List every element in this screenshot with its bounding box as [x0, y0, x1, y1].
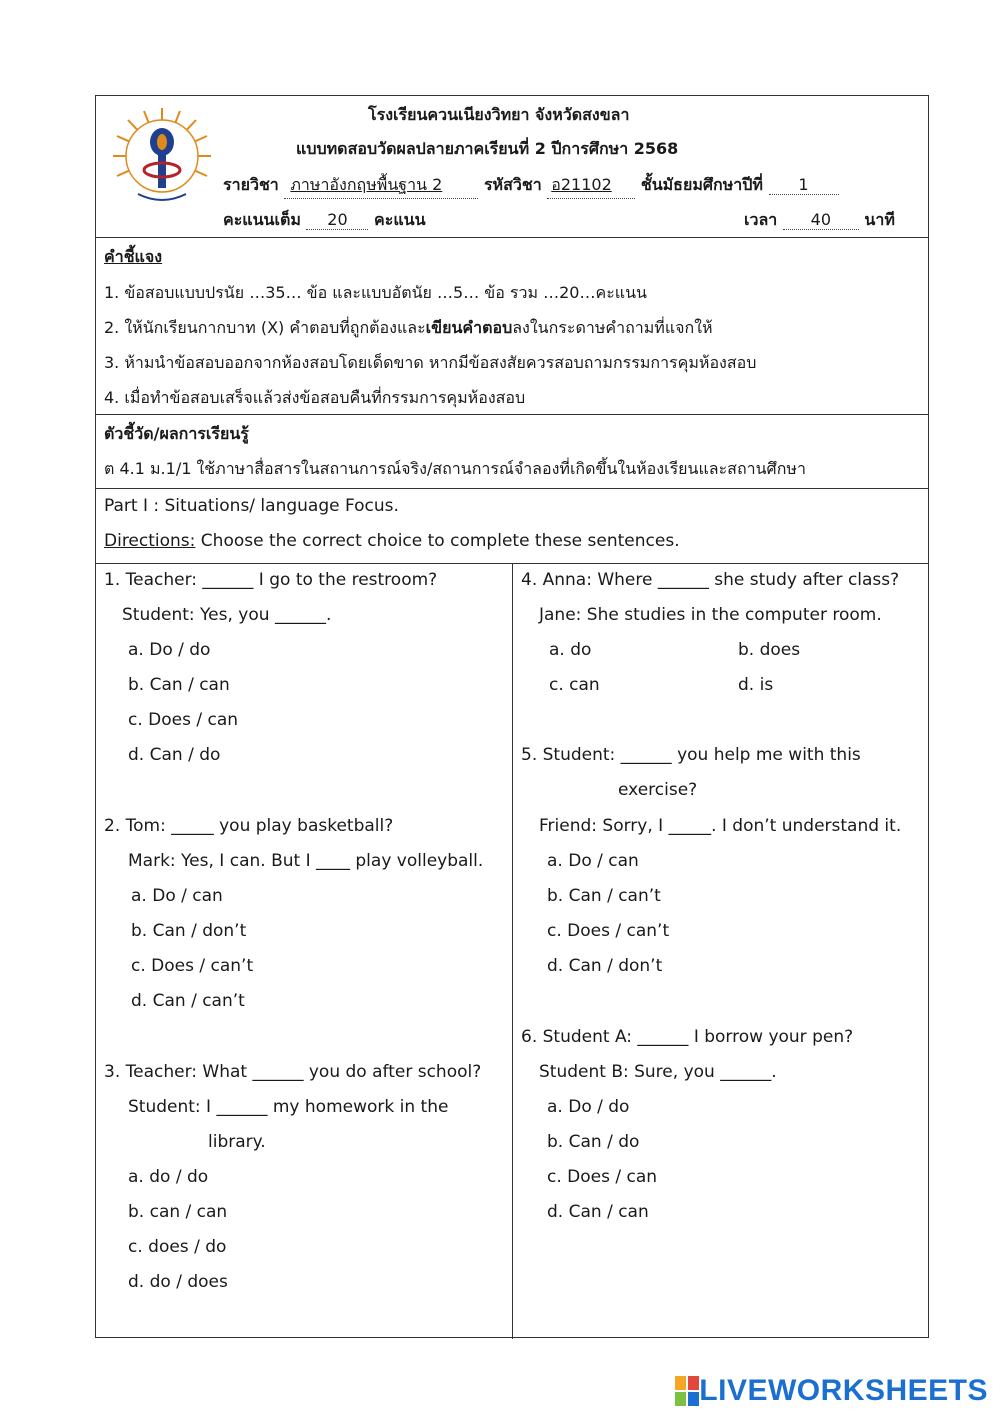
- code-value: อ21102: [547, 173, 635, 199]
- school-logo-icon: [108, 102, 216, 210]
- q3-choice-b[interactable]: b. can / can: [128, 1202, 228, 1222]
- score-label: คะแนนเต็ม: [223, 210, 301, 229]
- q4-line2: Jane: She studies in the computer room.: [539, 605, 882, 625]
- instruction-4: 4. เมื่อทำข้อสอบเสร็จแล้วส่งข้อสอบคืนที่กรรมการคุมห้องสอบ: [104, 388, 526, 407]
- liveworksheets-wordmark: LIVEWORKSHEETS: [699, 1374, 988, 1407]
- subject-value: ภาษาอังกฤษพื้นฐาน 2: [284, 173, 478, 199]
- q6-choice-b[interactable]: b. Can / do: [547, 1132, 640, 1152]
- score-unit: คะแนน: [374, 210, 426, 229]
- time-row: [744, 208, 895, 233]
- score-value: 20: [306, 210, 368, 230]
- q2-choice-d[interactable]: d. Can / can’t: [131, 991, 245, 1011]
- q3-choice-c[interactable]: c. does / do: [128, 1237, 227, 1257]
- indicator-text: ต 4.1 ม.1/1 ใช้ภาษาสื่อสารในสถานการณ์จริง/สถานการณ์จำลองที่เกิดขึ้นในห้องเรียนและสถานศึกษา: [104, 459, 806, 478]
- score-row: [223, 208, 426, 233]
- instruction-1: 1. ข้อสอบแบบปรนัย …35… ข้อ และแบบอัตนัย …5… ข้อ รวม …20…คะแนน: [104, 283, 647, 302]
- liveworksheets-brand[interactable]: [675, 1374, 988, 1408]
- q1-choice-a[interactable]: a. Do / do: [128, 640, 211, 660]
- directions: [104, 531, 680, 551]
- exam-sheet: [95, 95, 929, 1338]
- instruction-3: 3. ห้ามนำข้อสอบออกจากห้องสอบโดยเด็ดขาด หากมีข้อสงสัยควรสอบถามกรรมการคุมห้องสอบ: [104, 353, 757, 372]
- subject-label: รายวิชา: [223, 175, 279, 194]
- liveworksheets-logo-icon: [675, 1376, 699, 1406]
- instruction-2-emphasis: เขียนคำตอบ: [425, 318, 513, 337]
- instruction-2-part-a: 2. ให้นักเรียนกากบาท (X) คำตอบที่ถูกต้องและ: [104, 318, 426, 337]
- divider: [96, 488, 928, 489]
- instructions-title: คำชี้แจง: [104, 247, 163, 266]
- indicator-title: ตัวชี้วัด/ผลการเรียนรู้: [104, 424, 249, 443]
- exam-title: แบบทดสอบวัดผลปลายภาคเรียนที่ 2 ปีการศึกษา 2568: [296, 139, 679, 158]
- time-unit: นาที: [864, 210, 895, 229]
- q5-line1: 5. Student: ______ you help me with this: [521, 745, 861, 765]
- q4-line1: 4. Anna: Where ______ she study after class?: [521, 570, 900, 590]
- q4-choice-d[interactable]: d. is: [738, 675, 774, 695]
- school-name: โรงเรียนควนเนียงวิทยา จังหวัดสงขลา: [368, 105, 630, 124]
- q2-line2: Mark: Yes, I can. But I ____ play volleyball.: [128, 851, 484, 871]
- q2-choice-a[interactable]: a. Do / can: [131, 886, 223, 906]
- part-title: Part I : Situations/ language Focus.: [104, 496, 399, 516]
- q4-choice-c[interactable]: c. can: [549, 675, 600, 695]
- q5-choice-a[interactable]: a. Do / can: [547, 851, 639, 871]
- instruction-2: [104, 316, 713, 341]
- q4-choice-a[interactable]: a. do: [549, 640, 592, 660]
- grade-label: ชั้นมัธยมศึกษาปีที่: [640, 175, 763, 194]
- q1-line2: Student: Yes, you ______.: [122, 605, 332, 625]
- q2-choice-c[interactable]: c. Does / can’t: [131, 956, 254, 976]
- directions-label: Directions:: [104, 531, 196, 551]
- q6-choice-c[interactable]: c. Does / can: [547, 1167, 658, 1187]
- q6-choice-a[interactable]: a. Do / do: [547, 1097, 630, 1117]
- q1-choice-d[interactable]: d. Can / do: [128, 745, 221, 765]
- q5-line3: Friend: Sorry, I _____. I don’t understand it.: [539, 816, 902, 836]
- q1-line1: 1. Teacher: ______ I go to the restroom?: [104, 570, 438, 590]
- q6-choice-d[interactable]: d. Can / can: [547, 1202, 649, 1222]
- time-label: เวลา: [744, 210, 778, 229]
- q3-choice-d[interactable]: d. do / does: [128, 1272, 228, 1292]
- q1-choice-b[interactable]: b. Can / can: [128, 675, 230, 695]
- time-value: 40: [783, 210, 859, 230]
- q3-line2: Student: I ______ my homework in the: [128, 1097, 449, 1117]
- divider: [96, 414, 928, 415]
- directions-text: Choose the correct choice to complete these sentences.: [195, 531, 680, 551]
- q6-line2: Student B: Sure, you ______.: [539, 1062, 777, 1082]
- q3-line1: 3. Teacher: What ______ you do after school?: [104, 1062, 482, 1082]
- code-label: รหัสวิชา: [483, 175, 542, 194]
- column-divider: [512, 563, 513, 1339]
- instruction-2-part-c: ลงในกระดาษคำถามที่แจกให้: [512, 318, 713, 337]
- grade-value: 1: [769, 175, 839, 195]
- q5-line2: exercise?: [618, 780, 698, 800]
- q5-choice-c[interactable]: c. Does / can’t: [547, 921, 670, 941]
- q3-line3: library.: [208, 1132, 266, 1152]
- divider: [96, 237, 928, 238]
- q3-choice-a[interactable]: a. do / do: [128, 1167, 209, 1187]
- q4-choice-b[interactable]: b. does: [738, 640, 801, 660]
- q6-line1: 6. Student A: ______ I borrow your pen?: [521, 1027, 854, 1047]
- q2-line1: 2. Tom: _____ you play basketball?: [104, 816, 394, 836]
- subject-row: [223, 173, 839, 199]
- q5-choice-b[interactable]: b. Can / can’t: [547, 886, 661, 906]
- q2-choice-b[interactable]: b. Can / don’t: [131, 921, 247, 941]
- q1-choice-c[interactable]: c. Does / can: [128, 710, 239, 730]
- q5-choice-d[interactable]: d. Can / don’t: [547, 956, 663, 976]
